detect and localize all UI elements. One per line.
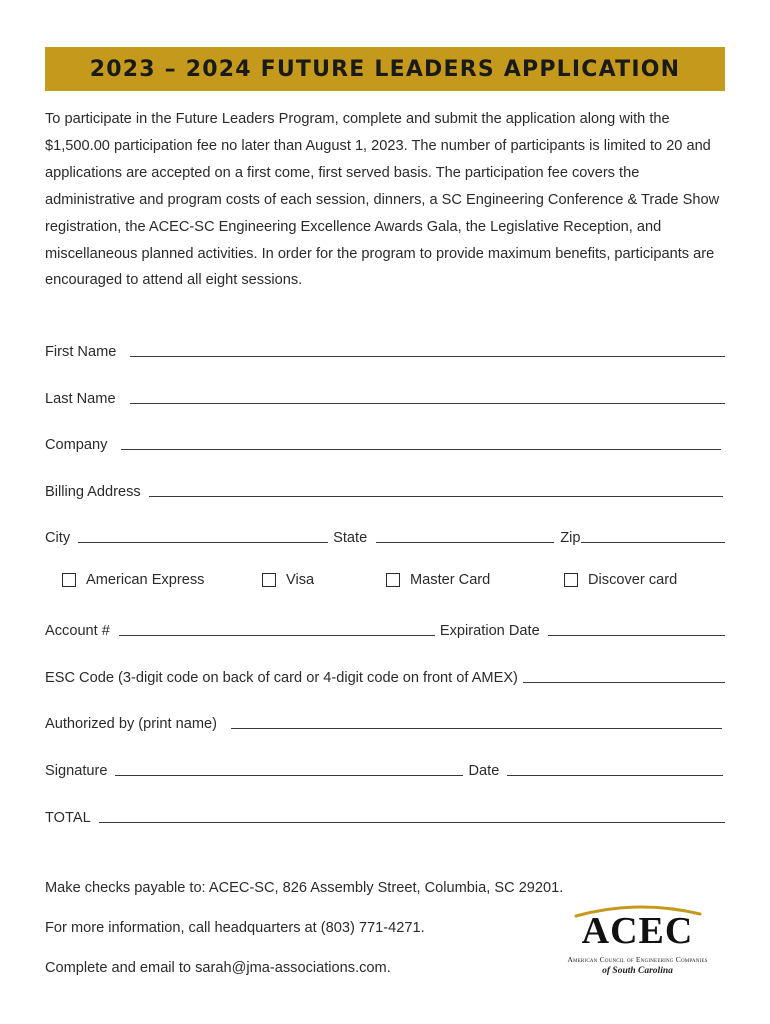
signature-row bbox=[45, 758, 725, 780]
account-row bbox=[45, 618, 725, 640]
signature-label: Signature bbox=[45, 763, 108, 779]
first-name-row bbox=[45, 339, 725, 361]
email-instructions-text: Complete and email to sarah@jma-associations.com. bbox=[45, 960, 391, 976]
mastercard-option[interactable] bbox=[386, 572, 490, 588]
discover-option[interactable] bbox=[564, 572, 677, 588]
total-row bbox=[45, 805, 725, 827]
zip-field[interactable] bbox=[581, 526, 726, 543]
state-field[interactable] bbox=[376, 526, 554, 543]
logo-state: of South Carolina bbox=[602, 966, 673, 976]
amex-option[interactable] bbox=[62, 572, 204, 588]
first-name-field[interactable] bbox=[130, 340, 725, 357]
authorized-field[interactable] bbox=[231, 712, 722, 729]
card-type-options bbox=[62, 572, 722, 594]
esc-code-label: ESC Code (3-digit code on back of card or 4-digit code on front of AMEX) bbox=[45, 670, 518, 686]
logo-subtitle: American Council of Engineering Companies bbox=[567, 955, 708, 964]
acec-logo bbox=[545, 903, 730, 983]
authorized-label: Authorized by (print name) bbox=[45, 716, 217, 732]
authorized-row bbox=[45, 711, 725, 733]
company-label: Company bbox=[45, 437, 108, 453]
amex-checkbox[interactable] bbox=[62, 573, 76, 587]
last-name-row bbox=[45, 386, 725, 408]
amex-label: American Express bbox=[86, 572, 205, 588]
visa-checkbox[interactable] bbox=[262, 573, 276, 587]
visa-option[interactable] bbox=[262, 572, 314, 588]
esc-code-field[interactable] bbox=[523, 666, 725, 683]
zip-label: Zip bbox=[560, 530, 581, 546]
last-name-label: Last Name bbox=[45, 391, 116, 407]
company-row bbox=[45, 432, 725, 454]
signature-field[interactable] bbox=[115, 759, 463, 776]
expiration-label: Expiration Date bbox=[439, 623, 540, 639]
state-label: State bbox=[333, 530, 368, 546]
billing-address-row bbox=[45, 479, 725, 501]
discover-label: Discover card bbox=[588, 572, 678, 588]
billing-address-label: Billing Address bbox=[45, 484, 141, 500]
discover-checkbox[interactable] bbox=[564, 573, 578, 587]
total-field[interactable] bbox=[99, 806, 725, 823]
account-field[interactable] bbox=[119, 619, 435, 636]
checks-payable-text: Make checks payable to: ACEC-SC, 826 Assembly Street, Columbia, SC 29201. bbox=[45, 880, 564, 896]
city-state-zip-row bbox=[45, 525, 725, 547]
city-label: City bbox=[45, 530, 71, 546]
company-field[interactable] bbox=[121, 433, 721, 450]
intro-paragraph: To participate in the Future Leaders Program, complete and submit the application along with the $1,500.00 participation fee no later than August 1, 2023. The number of participants is limited to 20 and applications are accepted on a first come, first served basis. The participation fee covers the administrative and program costs of each session, dinners, a SC Engineering Conference & Trade Show registration, the ACEC-SC Engineering Excellence Awards Gala, the Legislative Reception, and miscellaneous planned activities. In order for the program to provide maximum benefits, participants are encouraged to attend all eight sessions. bbox=[45, 111, 720, 289]
mastercard-label: Master Card bbox=[410, 572, 491, 588]
first-name-label: First Name bbox=[45, 344, 117, 360]
esc-code-row bbox=[45, 665, 725, 687]
date-label: Date bbox=[468, 763, 500, 779]
title-banner bbox=[45, 47, 725, 91]
account-label: Account # bbox=[45, 623, 110, 639]
page-title: 2023 – 2024 FUTURE LEADERS APPLICATION bbox=[89, 56, 681, 82]
visa-label: Visa bbox=[286, 572, 315, 588]
city-field[interactable] bbox=[78, 526, 328, 543]
billing-address-field[interactable] bbox=[149, 480, 723, 497]
last-name-field[interactable] bbox=[130, 387, 725, 404]
expiration-field[interactable] bbox=[548, 619, 725, 636]
total-label: TOTAL bbox=[45, 810, 91, 826]
date-field[interactable] bbox=[507, 759, 723, 776]
more-info-text: For more information, call headquarters at (803) 771-4271. bbox=[45, 920, 425, 936]
mastercard-checkbox[interactable] bbox=[386, 573, 400, 587]
logo-name: ACEC bbox=[581, 910, 694, 952]
